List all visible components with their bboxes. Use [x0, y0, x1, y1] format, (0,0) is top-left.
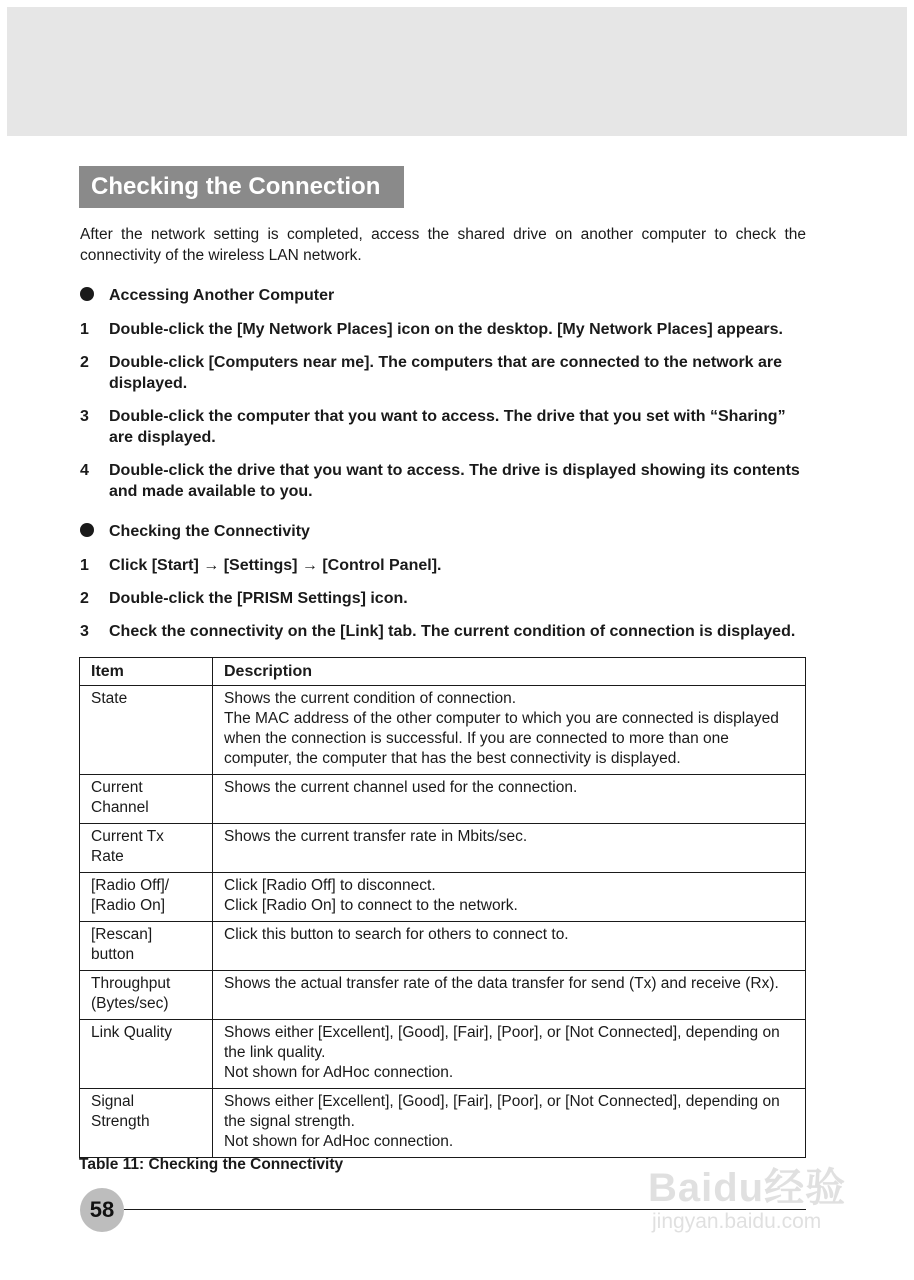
- description-cell: Shows the current transfer rate in Mbits/sec.: [213, 824, 806, 873]
- watermark: [648, 1148, 860, 1248]
- table-row: [80, 971, 806, 1020]
- item-cell: State: [80, 686, 213, 775]
- description-cell: Shows the current channel used for the connection.: [213, 775, 806, 824]
- description-cell: Shows either [Excellent], [Good], [Fair], [Poor], or [Not Connected], depending on the link quality. Not shown for AdHoc connection.: [213, 1020, 806, 1089]
- description-cell: Shows either [Excellent], [Good], [Fair], [Poor], or [Not Connected], depending on the signal strength. Not shown for AdHoc connection.: [213, 1089, 806, 1158]
- table-row: [80, 922, 806, 971]
- table-caption: Table 11: Checking the Connectivity: [79, 1156, 344, 1173]
- description-cell: Click this button to search for others to connect to.: [213, 922, 806, 971]
- description-cell: Click [Radio Off] to disconnect. Click [Radio On] to connect to the network.: [213, 873, 806, 922]
- step-2: 2 Double-click the [PRISM Settings] icon.: [80, 590, 408, 607]
- item-cell: Current Channel: [80, 775, 213, 824]
- section-accessing-title: Accessing Another Computer: [80, 285, 334, 306]
- step-3: 3 Check the connectivity on the [Link] tab. The current condition of connection is displayed.: [80, 623, 796, 640]
- section-connectivity-title: Checking the Connectivity: [80, 521, 310, 542]
- page-title: Checking the Connection: [79, 166, 404, 208]
- step-1: 1 Click [Start] → [Settings] → [Control Panel].: [80, 557, 442, 574]
- table-header-row: [80, 658, 806, 686]
- table-row: [80, 686, 806, 775]
- table-row: [80, 824, 806, 873]
- item-cell: [Rescan] button: [80, 922, 213, 971]
- bullet-icon: [80, 287, 94, 301]
- step-4: 4 Double-click the drive that you want to access. The drive is displayed showing its contents and made available to you.: [80, 462, 800, 500]
- watermark-logo: Baidu经验: [648, 1166, 847, 1210]
- item-cell: Link Quality: [80, 1020, 213, 1089]
- table-row: [80, 775, 806, 824]
- intro-paragraph: After the network setting is completed, access the shared drive on another computer to check the connectivity of the wireless LAN network.: [80, 226, 806, 264]
- step-3: 3 Double-click the computer that you want to access. The drive that you set with “Sharing” are displayed.: [80, 408, 786, 446]
- step-2: 2 Double-click [Computers near me]. The computers that are connected to the network are displayed.: [80, 354, 783, 392]
- item-cell: Signal Strength: [80, 1089, 213, 1158]
- header-description: Description: [213, 658, 806, 686]
- table-row: [80, 873, 806, 922]
- table-row: [80, 1020, 806, 1089]
- header-item: Item: [80, 658, 213, 686]
- connectivity-table: [79, 657, 806, 1158]
- item-cell: [Radio Off]/ [Radio On]: [80, 873, 213, 922]
- bullet-icon: [80, 523, 94, 537]
- item-cell: Throughput (Bytes/sec): [80, 971, 213, 1020]
- step-1: 1 Double-click the [My Network Places] icon on the desktop. [My Network Places] appears.: [80, 321, 783, 338]
- page-number: 58: [80, 1188, 124, 1232]
- description-cell: Shows the current condition of connection. The MAC address of the other computer to which you are connected is displayed when the connection is successful. If you are connected to more than one computer, the computer that has the best connectivity is displayed.: [213, 686, 806, 775]
- watermark-url: jingyan.baidu.com: [652, 1210, 822, 1233]
- header-band: [7, 7, 907, 136]
- description-cell: Shows the actual transfer rate of the data transfer for send (Tx) and receive (Rx).: [213, 971, 806, 1020]
- item-cell: Current Tx Rate: [80, 824, 213, 873]
